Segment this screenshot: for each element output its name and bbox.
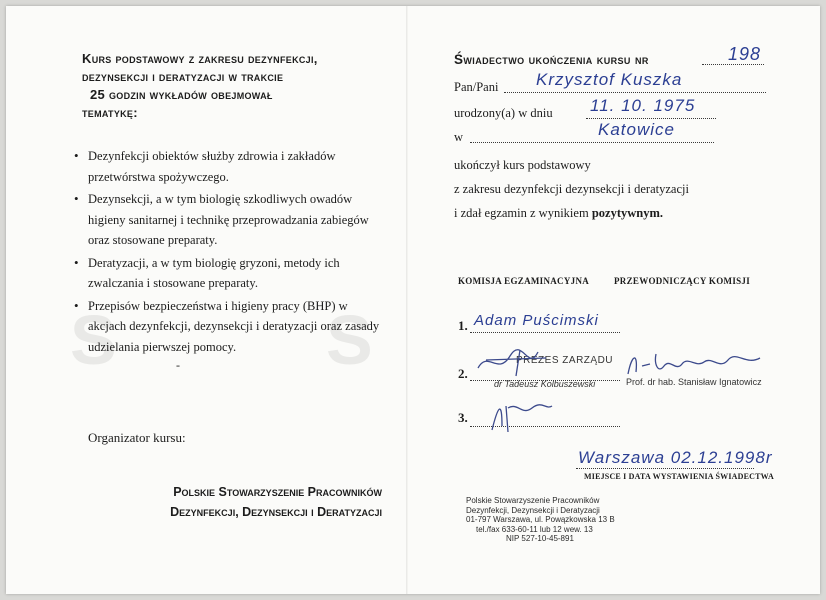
exam-text: i zdał egzamin z wynikiem — [454, 206, 589, 220]
name-dotted-line — [504, 92, 766, 93]
stamp-line: 01-797 Warszawa, ul. Powązkowska 13 B — [466, 515, 615, 525]
organizer-name — [82, 482, 382, 522]
watermark-shadow: S — [70, 301, 117, 379]
issue-date-label: MIEJSCE I DATA WYSTAWIENIA ŚWIADECTWA — [584, 472, 774, 481]
exam-result: pozytywnym. — [591, 206, 663, 220]
heading-line: tematykę: — [82, 105, 138, 120]
chairman-signature — [624, 348, 764, 378]
commission-label: KOMISJA EGZAMINACYJNA — [458, 276, 590, 286]
topic-item: • Deratyzacji, a w tym biologię gryzoni, metody ich zwalczania i stosowane preparaty. — [72, 253, 382, 294]
place-value: Katowice — [598, 120, 675, 139]
issue-date-line — [576, 468, 754, 469]
topic-item: • Dezynsekcji, a w tym biologię szkodliwych owadów higieny sanitarnej i technikę przeprowadzania zabiegów oraz stosowane preparaty. — [72, 189, 382, 251]
topics-list — [72, 146, 382, 357]
chairman-label: PRZEWODNICZĄCY KOMISJI — [614, 276, 751, 286]
stamp-line: Polskie Stowarzyszenie Pracowników — [466, 496, 600, 505]
signature-line — [470, 332, 620, 333]
issue-place-date: Warszawa 02.12.1998r — [578, 448, 773, 467]
name-value: Krzysztof Kuszka — [536, 70, 683, 89]
signature-1-handwritten: Adam Puścimski — [474, 312, 599, 329]
birth-label: urodzony(a) w dniu — [454, 106, 553, 120]
chairman-name: Prof. dr hab. Stanisław Ignatowicz — [626, 377, 762, 387]
organizer-name-line: Dezynfekcji, Dezynsekcji i Deratyzacji — [170, 505, 382, 519]
organizer-name-line: Polskie Stowarzyszenie Pracowników — [173, 485, 382, 499]
completion-line: z zakresu dezynfekcji dezynsekcji i deratyzacji — [454, 182, 689, 196]
president-stamp-title: PREZES ZARZĄDU — [516, 355, 614, 366]
organizer-label: Organizator kursu: — [88, 430, 186, 445]
completion-line: ukończył kurs podstawowy — [454, 158, 591, 172]
course-topics-heading — [82, 50, 382, 122]
president-stamp-name: dr Tadeusz Kolbuszewski — [494, 379, 596, 389]
topic-item: • Przepisów bezpieczeństwa i higieny pracy (BHP) w akcjach dezynfekcji, dezynsekcji i deratyzacji oraz zasady udzielania pierwszej pomocy. — [72, 296, 382, 358]
birth-dotted-line — [586, 118, 716, 119]
certificate-number: 198 — [728, 44, 762, 64]
stamp-line: tel./fax 633-60-11 lub 12 wew. 13 — [476, 524, 593, 534]
topic-item: • Dezynfekcji obiektów służby zdrowia i zakładów przetwórstwa spożywczego. — [72, 146, 382, 187]
signature-3-scribble — [488, 396, 558, 436]
dash-mark: - — [176, 358, 180, 372]
signature-number: 2. — [458, 366, 468, 381]
heading-line: 25 godzin wykładów obejmował — [90, 87, 273, 102]
name-label: Pan/Pani — [454, 80, 499, 94]
birth-date-value: 11. 10. 1975 — [590, 96, 696, 115]
organization-stamp — [466, 496, 646, 544]
page-fold — [406, 6, 408, 594]
heading-line: dezynsekcji i deratyzacji w trakcie — [82, 69, 284, 84]
place-label: w — [454, 130, 464, 144]
stamp-line: NIP 527-10-45-891 — [506, 534, 574, 544]
certificate-title: Świadectwo ukończenia kursu nr — [454, 52, 649, 67]
signature-2-scribble — [476, 346, 556, 378]
heading-line: Kurs podstawowy z zakresu dezynfekcji, — [82, 51, 318, 66]
watermark-shadow: S — [326, 301, 373, 379]
signature-number: 3. — [458, 410, 468, 425]
exam-line — [454, 206, 663, 221]
place-dotted-line — [470, 142, 714, 143]
stamp-line: Dezynfekcji, Dezynsekcji i Deratyzacji — [466, 505, 600, 515]
signature-number: 1. — [458, 318, 468, 333]
